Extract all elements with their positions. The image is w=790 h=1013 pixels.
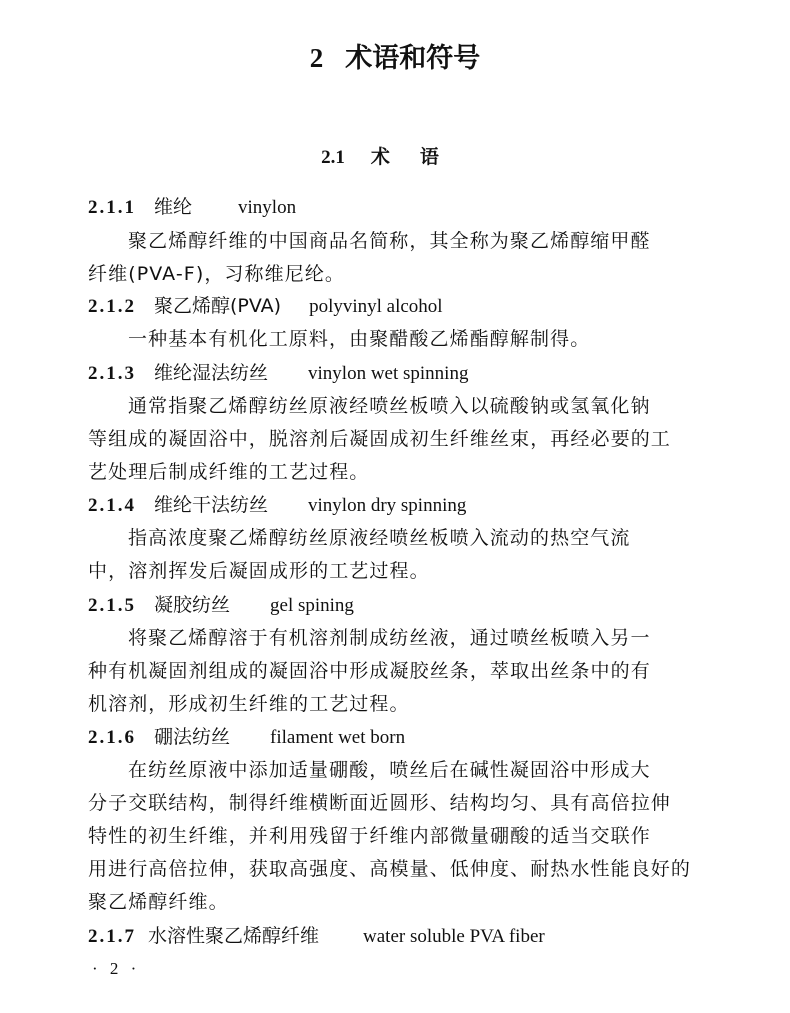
section-title — [0, 143, 790, 172]
definition-line: 指高浓度聚乙烯醇纺丝原液经喷丝板喷入流动的热空气流 — [128, 527, 631, 549]
definition-line: 特性的初生纤维，并利用残留于纤维内部微量硼酸的适当交联作 — [88, 825, 651, 847]
definition-line: 等组成的凝固浴中，脱溶剂后凝固成初生纤维丝束，再经必要的工 — [88, 428, 671, 450]
section-number: 2.1 — [321, 147, 345, 168]
definition-line: 聚乙烯醇纤维。 — [88, 891, 229, 913]
definition-line: 种有机凝固剂组成的凝固浴中形成凝胶丝条，萃取出丝条中的有 — [88, 660, 651, 682]
term-number: 2.1.4 — [88, 495, 136, 516]
term-chinese: 维纶 — [154, 196, 193, 218]
definition-line: 聚乙烯醇纤维的中国商品名简称，其全称为聚乙烯醇缩甲醛 — [128, 230, 651, 252]
definition-line: 中，溶剂挥发后凝固成形的工艺过程。 — [88, 560, 430, 582]
definition-line: 机溶剂，形成初生纤维的工艺过程。 — [88, 693, 410, 715]
definition-line: 一种基本有机化工原料，由聚醋酸乙烯酯醇解制得。 — [128, 328, 591, 350]
term-english: gel spining — [270, 595, 354, 616]
term-english: water soluble PVA fiber — [363, 926, 545, 947]
definition-line: 通常指聚乙烯醇纺丝原液经喷丝板喷入以硫酸钠或氢氧化钠 — [128, 395, 651, 417]
chapter-number: 2 — [309, 43, 324, 73]
definition-line: 将聚乙烯醇溶于有机溶剂制成纺丝液，通过喷丝板喷入另一 — [128, 627, 651, 649]
term-english: vinylon wet spinning — [308, 363, 469, 384]
term-chinese: 聚乙烯醇(PVA) — [154, 295, 282, 317]
term-heading — [88, 723, 405, 752]
term-definition — [88, 390, 710, 489]
term-definition — [88, 754, 710, 919]
section-title-text: 术语 — [370, 146, 469, 168]
term-definition — [88, 323, 710, 356]
definition-line: 在纺丝原液中添加适量硼酸，喷丝后在碱性凝固浴中形成大 — [128, 759, 651, 781]
chapter-title-text: 术语和符号 — [345, 43, 481, 74]
term-heading — [88, 193, 296, 222]
term-english: filament wet born — [270, 727, 406, 748]
term-english: vinylon dry spinning — [308, 495, 467, 516]
term-heading — [88, 292, 443, 321]
definition-line: 纤维(PVA-F)，习称维尼纶。 — [88, 263, 346, 285]
term-heading — [88, 491, 466, 520]
term-definition — [88, 622, 710, 721]
term-english: polyvinyl alcohol — [309, 296, 443, 317]
term-heading — [88, 359, 468, 388]
definition-line: 用进行高倍拉伸，获取高强度、高模量、低伸度、耐热水性能良好的 — [88, 858, 692, 880]
term-chinese: 凝胶纺丝 — [154, 594, 231, 616]
term-chinese: 硼法纺丝 — [154, 726, 231, 748]
definition-line: 艺处理后制成纤维的工艺过程。 — [88, 461, 370, 483]
term-heading — [88, 591, 354, 620]
term-number: 2.1.7 — [88, 926, 136, 947]
definition-line: 分子交联结构，制得纤维横断面近圆形、结构均匀、具有高倍拉伸 — [88, 792, 671, 814]
term-definition — [88, 522, 710, 588]
page-number: · 2 · — [92, 959, 141, 978]
term-number: 2.1.1 — [88, 197, 136, 218]
term-english: vinylon — [238, 197, 297, 218]
term-chinese: 维纶湿法纺丝 — [154, 362, 269, 384]
term-number: 2.1.2 — [88, 296, 136, 317]
term-number: 2.1.6 — [88, 727, 136, 748]
chapter-title — [0, 38, 790, 79]
term-number: 2.1.3 — [88, 363, 136, 384]
term-heading — [88, 922, 545, 951]
term-chinese: 水溶性聚乙烯醇纤维 — [148, 925, 320, 947]
term-number: 2.1.5 — [88, 595, 136, 616]
term-chinese: 维纶干法纺丝 — [154, 494, 269, 516]
term-definition — [88, 225, 710, 291]
